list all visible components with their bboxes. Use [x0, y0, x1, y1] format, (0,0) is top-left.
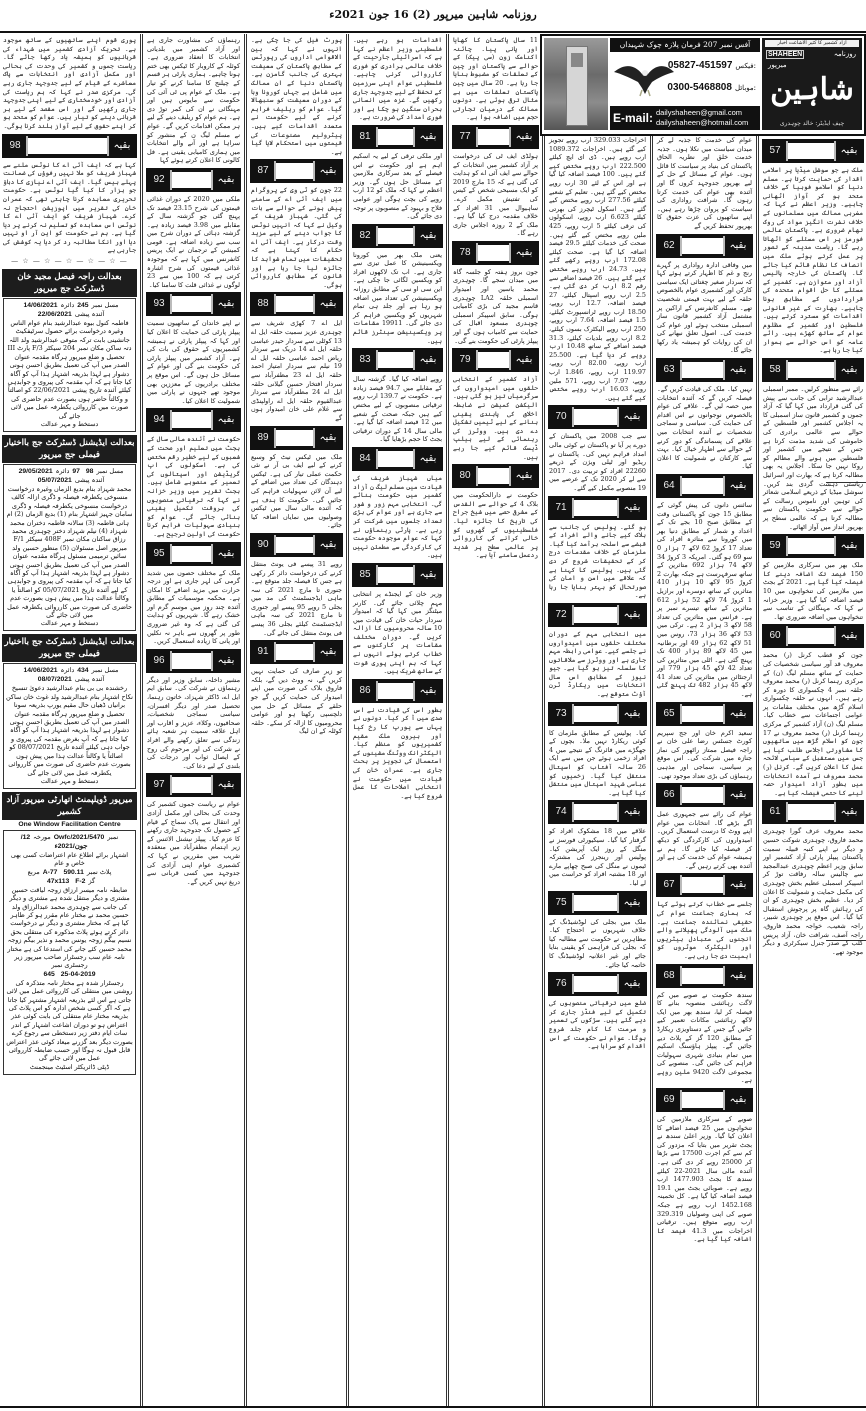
- continued-box: [452, 241, 539, 265]
- column-divider: [542, 134, 545, 1406]
- continued-label: بقیہ: [413, 681, 441, 701]
- continued-label: بقیہ: [723, 1090, 751, 1110]
- ref-number: 2021/5470/Owfc: [53, 833, 105, 841]
- continued-box: [762, 139, 864, 163]
- area-unit: مربع گز: [27, 867, 96, 885]
- continued-box: [146, 408, 241, 432]
- column-7: [654, 136, 755, 1244]
- hearing-label: آئندہ پیشی: [74, 310, 105, 319]
- continued-number: 67: [658, 875, 682, 895]
- continued-number: 83: [354, 350, 378, 370]
- continued-box: [250, 292, 343, 316]
- hearing-date: 08/07/2021: [37, 676, 72, 684]
- continued-number: 68: [658, 966, 682, 986]
- continued-label: بقیہ: [723, 476, 751, 496]
- column-5: [450, 36, 541, 560]
- continued-number: 81: [354, 127, 378, 147]
- hearing-label: آئندہ پیشی: [74, 675, 105, 684]
- office-address: آفس نمبر 207 فرمان پلازہ چوک شہیداں میرپور آزاد کشمیر: [610, 38, 760, 52]
- continued-number: 70: [550, 407, 574, 427]
- date-label: مورخہ: [33, 832, 51, 841]
- article-text: پوری قوم اپنے ساتھیوں کے ساتھ موجود ہے۔ تحریک آزادی کشمیر میں شہداء کی قربانیوں کو ہمیشہ یاد رکھا جائے گا۔ ریاست جموں و کشمیر کی وحدت کی بحالی اور مکمل آزادی اور انتخابات سے پاک معاشرے کے قیام کے لیے جدوجہد جاری رہے گی۔ مرکزی صدر نے کہا کہ ہم ریاست کی آزادی اور خودمختاری کے لیے اپنی جدوجہد جاری رکھیں گے اور اس مقصد کے لیے ہر قربانی دینے کو تیار ہیں۔ عوام کو متحد ہو کر اپنے حقوق کے لیے آواز بلند کرنا ہوگی۔: [3, 36, 136, 130]
- article-text: سندھ حکومت نے صوبے میں کم لاگت رہائشی منصوبہ بنانے کا فیصلہ کر لیا، سندھ بھر میں ایک لاکھ رہائشی مکانات تعمیر کیے جائیں گے جس کے دستاویزی ریکارڈ کے مطابق 120 گز کے پلاٹ دیے جائیں گے۔ پیپلز ہاؤسنگ اسکیم میں تمام بنیادی شہری سہولیات فراہم کی جائیں گی۔ منصوبے کی مجموعی لاگت 9420 ملین روپے ہے۔: [657, 990, 752, 1085]
- article-text: وزیر خان کے ایجنڈے پر انتخابی مہم چلائی جائے گی۔ کارنر میٹنگز میں کہا گیا کہ امیدوار سردار حیات خان کی قیادت میں 10 سالہ محرومیوں کا ازالہ کریں گے۔ دوران مختلف مقامات پر کارکنوں سے خطاب کرتے ہوئے انہوں نے کہا کہ ہم اپنی پوری قوت کے ساتھ شریک ہیں۔: [353, 589, 442, 676]
- court-notice-title: بعدالت راجہ فیصل مجید خان ڈسٹرکٹ جج میرپور: [2, 269, 137, 297]
- case-no: 434: [77, 667, 89, 675]
- article-text: رائے سے منظور کرلیں۔ ممبر اسمبلی عبدالرشید ترابی کی جانب سے پیش کی گئی قرارداد میں کہا گیا کہ آزاد جموں و کشمیر قانون ساز اسمبلی کا یہ اجلاس کشمیر اور فلسطین کے حوالے سے عالمی برادری کی خاموشی کی شدید مذمت کرتا ہے جس کے نتیجے میں کشمیر اور فلسطین میں ہونے والے مظالم کو روکا نہیں جا سکا۔ اجلاس یہ بھی مطالبہ کرتا ہے کہ بھارت اور اسرائیل ریاستی دہشت گردی بند کریں۔ سوشل میڈیا کے ذریعے اسلامی شعائر کی توہین اور ناموس رسالت کے حوالے سے حکومت پاکستان سے مطالبہ کرتا ہے کہ عالمی سطح پر بھرپور انداز میں آواز اٹھائے۔: [763, 385, 863, 531]
- article-text: ہو گئے۔ پولیس کی جانب سے بلاک کیے جانے والے افراد کے قبضے سے اسلحہ برآمد کیا گیا۔ ملزمان کے خلاف مقدمات درج کر کے تحقیقات شروع کر دی گئی ہیں۔ پولیس کا کہنا ہے کہ علاقے میں امن و امان کی صورتحال کو بہتر بنایا جا رہا ہے۔: [549, 522, 646, 600]
- column-8: [760, 136, 866, 956]
- article-text: صوبے کے سرکاری ملازمین کی تنخواہوں میں 25 فیصد اضافے کا اعلان کیا گیا۔ وزیر اعلیٰ سندھ نے بجٹ تقریر میں بتایا کہ مزدور کی کم سے کم اجرت 17500 سے بڑھا کر 25000 روپے کر دی گئی ہے۔ آئندہ مالی سال 2021-22 کیلئے سندھ کا بجٹ 1477.903 ارب روپے ہے۔ صوبائی بجٹ میں 19.1 فیصد اضافہ کیا گیا ہے۔ کل تخمینہ 1452.168 ارب روپے ہے جبکہ صوبے کی اپنی وصولیاں 329.319 ارب روپے متوقع ہیں۔ ترقیاتی اخراجات میں 41.3 فیصد کا اضافہ کیا گیا ہے۔: [657, 1115, 753, 1244]
- registry-date: 25-04-2019: [60, 970, 96, 978]
- continued-label: بقیہ: [509, 466, 537, 486]
- article-text: مشیر داخلہ، سابق وزیر اور دیگر رہنماؤں نے شرکت کی۔ سابق ایم ایل اے، ڈاکٹر شہزاد، خاتون رہنما، تحصیل صدر اور دیگر افسران، سیاسی سماجی شخصیات، صحافیوں، وکلاء، عزیز و اقارب اور اہل علاقہ سمیت ہر شعبہ ہائے زندگی سے تعلق رکھنے والے افراد نے شرکت کی اور مرحوم کی روح کے ایصال ثواب اور درجات کی بلندی کے لیے دعا کی۔: [147, 675, 240, 770]
- article-text: رہنماؤں کی مشاورت جاری ہے اور آزاد کشمیر میں بلدیاتی انتخابات کا انعقاد ضروری ہے۔ کوئلہ کے کاروبار کا ٹیکس بھی ختم ہونا چاہیے۔ ہماری پارٹی ہر قسم کے چیلنج کا سامنا کرنے کو تیار ہے۔ ملک کے عوام پی ٹی آئی کی حکومت سے مایوس ہیں اور مہنگائی نے ان کی کمر توڑ دی ہے۔ ہم عوام کو ریلیف دینے کے لیے ہر ممکن اقدامات کریں گے۔ عوام نے مسلم لیگ ن کے منشور کو سراہا ہے اور آنے والے انتخابات میں ہماری کامیابی یقینی ہے۔ فل کالونی کا اعلان کرتے ہوئے کہا: [147, 36, 240, 165]
- continued-number: 97: [148, 775, 172, 795]
- continued-number: 65: [658, 704, 682, 724]
- article-text: عوام کی خدمت کا جذبہ لے کر میدان سیاست میں نکلا ہوں۔ جذبہ خدمت خلق اور نظریہ الحاق پاکستان کی بنیاد پر سیاست کا قائل ہوں۔ عوام کے مسائل کے حل کے لیے بھرپور جدوجہد کروں گا اور آئندہ بھی عوام کی خدمت کرتا رہوں گا۔ شرافت رواداری کی سیاست کو پروان چڑھا رہے ہیں۔ اپنے ساتھیوں کی عزت حقوق کا بھرپور تحفظ کریں گے: [657, 136, 752, 230]
- continued-number: 74: [550, 802, 574, 822]
- article-text: اخراجات 329.033 ارب روپے تجویز کیے گئے ہیں۔ اخراجات 1089.372 ارب روپے ہیں۔ ڈی ای ایچ کیلئے 222.500 ارب روپے مختص کیے گئے ہیں۔ 100 فیصد اضافہ کیا گیا ہے اور اس کے لئے 30 ارب روپے مختص کیے گئے ہیں۔ تعلیم کے شعبے کیلئے 277.56 ارب روپے مختص کیے گئے ہیں۔ اسکول ٹیچرز کی بھرتی کیلئے 6.623 ارب روپے، اسکولوں کی ترقی کیلئے 5 ارب روپے، 425 ملین روپے مختص کیے گئے ہیں۔ صحت کی خدمات کیلئے 29.5 فیصد اضافہ کیا گیا ہے۔ صحت کیلئے 172.08 ارب روپے رکھے گئے ہیں۔ 24.73 ارب روپے مختص کیے گئے ہیں۔ 26 فیصد اضافے سے رقم 8.2 ارب کر دی گئی ہے۔ 2.5 ارب روپے اسپتال کیلئے، 27 فیصد اضافہ، 12.7 ارب روپے، 18.50 ارب روپے ٹرانسپورٹ کیلئے، 1.5 فیصد اضافہ، 7.64 ارب روپے، 250 ارب روپے الیکٹرک بسوں کیلئے، 8.2 ارب روپے بلدیات کیلئے، 31.3 فیصد اضافے کے ساتھ 10.48 ارب روپے کر دیا گیا ہے۔ 25.500 ارب روپے، 82.00 ارب روپے، 119.97 ارب روپے، 1.846 ارب روپے، 7.97 ارب روپے، 571 ملین روپے، 16.03 ارب روپے مختص کیے گئے ہیں۔: [549, 136, 647, 402]
- article-text: علاقے میں 18 مشکوک افراد کو گرفتار کیا گیا۔ سیکیورٹی فورسز نے منگل کے روز ایک آپریشن کیا۔ پولیس اور رینجرز کی مشترکہ ٹیموں نے منگل کی صبح چھاپے مارے اور 18 مشتبہ افراد کو حراست میں لے لیا۔: [549, 827, 646, 887]
- continued-number: 95: [148, 544, 172, 564]
- continued-label: بقیہ: [834, 141, 862, 161]
- notice-body: فاطمہ کنول بیوہ عبدالرشید بنام عوام الناس وغیرہ درخواست برائے حصول سرٹیفکیٹ جانشینی بابت ترکہ متوفی عبدالرشید ولد اللہ دتہ ساکن مکان نمبر 204 سیکٹر F/3 پارٹ III تحصیل و ضلع میرپور ہرگاہ مقدمہ عنوان الصدر میں آپ کی تعمیل بطریق احسن ہونی دشوار ہے لہذا بذریعہ اشتہار ہذا آپ کو آگاہ کیا جاتا ہے کہ آپ مقدمہ کی پیروی و جوابدہی کیلئے آئندہ تاریخ پیشی 22/06/2021 کو اصالتاً و وکالتاً حاضر ہوں بصورت عدم حاضری کی صورت میں کارروائی یکطرفہ عمل میں لائی جائے گی: [7, 319, 132, 420]
- continued-box: [762, 358, 864, 382]
- continued-box: [146, 773, 241, 797]
- article-text: ملک میں ٹیکس نیٹ کو وسیع کرنے کے لیے ایف بی آر نے نئی حکمت عملی تیار کی ہے۔ ٹیکس دہندگان کی تعداد میں اضافے کے لیے آن لائن سہولیات فراہم کی جائیں گی۔ حکومت کا ہدف ہے کہ آئندہ مالی سال میں ٹیکس وصولیوں میں نمایاں اضافہ کیا جائے۔: [251, 452, 342, 530]
- article-text: جلسے سے خطاب کرتے ہوئے کہا کہ ہماری جماعت عوام کی حقیقی نمائندہ جماعت ہے۔ ملک میں آلودگی پھیلانے والے انجنوں کی متبادل بیٹریوں اور الیکٹرک موٹروں کو اہمیت دی جا رہی ہے۔: [657, 900, 752, 960]
- continued-number: 76: [550, 974, 574, 994]
- article-text: کہا ہے کہ ایف آئی اے کا نوٹس ملنے سے شہباز شریف کو ملا نہیں رفوؤں کی ضمانت پہلے بیس گیا۔ ایف آئی اے نیازی کا دباؤ جو ہزار کا کیا گیا نوٹس ہے۔ حکومت تحریری معاہدہ کرنا چاہتی تھی کہ عمران خان کی تقریر میں اپوزیشن احتجاج نہ کرے۔ شہباز شریف کو ایف آئی اے کا نوٹس اس معاہدہ کو تسلیم نہ کرنے پر دیا گیا ہے۔ ہم نے حکومت کو این آر او نہیں دیا اور انکا مطالبہ رد کر دیا یہ کوشش کی جارہی ہے: [3, 160, 136, 255]
- continued-box: [762, 534, 864, 558]
- logo-tagline: آزاد کشمیر کا کثیر الاشاعت اخبار: [765, 40, 859, 47]
- continued-label: بقیہ: [723, 875, 751, 895]
- fax-label: فیکس:: [735, 62, 756, 70]
- article-text: سائنس دانوں کی پیش گوئی کے مطابق 15 جون کو پاکستانی وقت کے مطابق صبح 10 بجے تک کے اعداد و شمار کے مطابق دنیا بھر میں کورونا سے متاثرہ افراد کی تعداد 17 کروڑ 62 لاکھ 7 ہزار 0 سو 69 ہو گئی۔ امریکہ 3 کروڑ 34 لاکھ 74 ہزار 692 متاثرین کے ساتھ سرفہرست ہے جبکہ بھارت 2 کروڑ 95 لاکھ 10 ہزار 410 متاثرین کے ساتھ دوسرے اور برازیل 1 کروڑ 74 لاکھ 52 ہزار 612 متاثرین کے ساتھ تیسرے نمبر پر ہے۔ فرانس میں متاثرین کی تعداد 58 لاکھ 3 ہزار 2 ہے۔ ترکی میں 53 لاکھ 36 ہزار 73، روس میں 51 لاکھ 62 ہزار 49 اور برطانیہ میں 45 لاکھ 89 ہزار 400 تک پہنچ گئی ہے۔ اٹلی میں متاثرین کی تعداد 42 لاکھ 45 ہزار 779 اور ارجنٹائن میں متاثرین کی تعداد 41 لاکھ 45 ہزار 482 تک پہنچ گئی ہے۔: [657, 501, 753, 699]
- continued-box: [146, 168, 241, 192]
- article-text: سے جب 2008 میں پاکستان کے دورے پر آیا تو پاکستان نے کوئی مالی امداد فراہم نہیں کی۔ پاکستان نے ریڈیو اور ٹیلی ویژن کے ذریعے 22260 افراد کو تربیت دی۔ 2017 سے لے کر 2020 تک کے عرصے میں 19 منصوبے مکمل کیے گئے۔: [549, 432, 646, 492]
- notice-signature: ڈپٹی ڈائریکٹر اسٹیٹ مینجمنٹ: [29, 1062, 110, 1071]
- column-divider: [140, 34, 143, 1406]
- continued-number: 72: [550, 605, 574, 625]
- court-notice: [3, 464, 136, 632]
- section-divider-stars: — ☆ — ☆ — ☆ — ☆ — ☆ —: [11, 257, 128, 266]
- continued-label: بقیہ: [313, 294, 341, 314]
- article-text: ملک کے مختلف حصوں میں شدید گرمی کی لہر جاری ہے اور درجہ حرارت میں مزید اضافے کا امکان ہے۔ محکمہ موسمیات کے مطابق آئندہ چند روز میں موسم گرم اور خشک رہے گا۔ شہریوں کو ہدایت کی گئی ہے کہ وہ غیر ضروری طور پر گھروں سے باہر نہ نکلیں اور پانی کا زیادہ استعمال کریں۔: [147, 568, 240, 646]
- continued-label: بقیہ: [723, 360, 751, 380]
- continued-number: 85: [354, 565, 378, 585]
- continued-label: بقیہ: [413, 127, 441, 147]
- continued-box: [762, 800, 864, 824]
- case-no: 245: [77, 302, 89, 310]
- court-notice-title: بعدالت ایڈیشنل ڈسٹرکٹ جج بااختیار فیملی جج میرپور: [2, 435, 137, 463]
- continued-box: [452, 464, 539, 488]
- article-text: یعنی ملک بھر میں کورونا ویکسینیشن کا عمل تیزی سے جاری ہے۔ اب تک لاکھوں افراد کو ویکسین لگائی جا چکی ہے۔ این سی او سی کے مطابق روزانہ ویکسینیشن کی تعداد میں اضافہ ہو رہا ہے اور جلد ہی تمام شہریوں کو ویکسین فراہم کر دی جائے گی۔ 19911 مقامات پر ویکسینیشن سینٹرز قائم ہیں۔: [353, 250, 442, 345]
- article-text: ہولڈی ایف ٹی کی درخواست پر آزاد کشمیر میں انتخابات کے حوالے سے ایف آئی اے کو ہدایت کی گئی ہے کہ 15 مارچ 2019 کو ایک مسیحی شخص کے کیس کی تفتیش مکمل کرے۔ ساہیوال میں 31 افراد کے خلاف مقدمہ درج کیا گیا ہے۔ ملک کے 2 روزہ اجلاس جاری رہے گا۔: [453, 151, 538, 238]
- article-text: اور ملکی ترقی کے لیے یہ اسکیم اہم ہے اور حکومت نے اس فیصلے کے بعد سرکاری ملازمین کے مسائل حل ہوں گے۔ وزیر اعظم نے کہا کہ ملک کو 12 ارب روپے کی بچت ہوگی اور عوامی فلاح و بہبود کے منصوبوں پر توجہ دی جائے گی۔: [353, 151, 442, 221]
- masthead: [540, 34, 866, 136]
- header-rule: [0, 31, 866, 33]
- article-text: عوام کی رائے سے جمہوری عمل آگے بڑھے گا۔ انتخابات میں عوام اپنے ووٹ کا درست استعمال کریں۔ امیدواروں کی کارکردگی کو دیکھ کر فیصلہ کیا جائے گا۔ ہم نے ہمیشہ عوام کی خدمت کی ہے اور آئندہ بھی کرتے رہیں گے۔: [657, 810, 752, 870]
- continued-number: 93: [148, 294, 172, 314]
- continued-number: 77: [454, 127, 478, 147]
- continued-number: 61: [764, 802, 788, 822]
- continued-number: 82: [354, 226, 378, 246]
- logo-title: شاہین: [770, 72, 854, 107]
- mda-notice-subtitle: One Window Facilitation Centre: [2, 820, 137, 830]
- continued-label: بقیہ: [313, 161, 341, 181]
- continued-label: بقیہ: [834, 626, 862, 646]
- continued-number: 66: [658, 785, 682, 805]
- article-text: جون بروز ہفتہ کو جلسہ گاہ میں میدان سجے گا۔ چوہدری محمد یاسین اور امیدوار اسمبلی حلقہ LA2 چوہدری قاسم مجید کی بڑی کامیابی ہوگی۔ سابق اسپیکر اسمبلی چوہدری مسعود اقبال کی حمایت سے کامیاب ہوں گے اور پیپلز پارٹی کی حکومت بنے گی۔: [453, 267, 538, 345]
- continued-box: [656, 964, 753, 988]
- article-text: ملک بھر میں سرکاری ملازمین کو 150 فیصد تک اضافہ دینے کا فیصلہ کیا گیا ہے۔ 2021 کے بجٹ میں ملازمین کی تنخواہوں میں 10 فیصد اضافہ کیا گیا ہے۔ وزیر خزانہ نے کہا کہ مہنگائی کے تناسب سے تنخواہوں میں اضافہ ضروری تھا۔: [763, 561, 863, 621]
- continued-label: بقیہ: [313, 642, 341, 662]
- eagle-icon: [612, 58, 676, 98]
- continued-box: [352, 125, 443, 149]
- continued-label: بقیہ: [617, 498, 645, 518]
- article-text: محمد معروف عرف گورا چوہدری محمد فاروق، چوہدری شوکت حسین و دیگر نے اپنے کنبہ قبیلہ سمیت پاکستان پیپلز پارٹی آزاد کشمیر اور سابق وزیر اعظم چوہدری عبدالمجید سے چالیس سالہ رفاقت توڑ کر اسپیکر اسمبلی عظیم بخش چوہدری کی مکمل حمایت و شمولیت کا اعلان کر دیا۔ عظیم بخش چوہدری کو ان کی رہائش گاہ پر پرجوش استقبال کیا گیا۔ اس موقع پر چوہدری شبیر، راجہ شعیب، خواجہ محمد فاروق، راجہ آصف، شرافت خان، آزاد پریس کلب کے صدر جنرل سیکرٹری و دیگر موجود تھے۔: [763, 827, 863, 956]
- continued-box: [548, 603, 647, 627]
- notice-signature: دستخط و مہر عدالت: [40, 619, 99, 628]
- article-text: میاں شہباز شریف کی قیادت میں مسلم لیگ ن آزاد کشمیر میں حکومت بنائے گی۔ انتخابی مہم زور و شور سے جاری ہے اور عوام کی بڑی تعداد جلسوں میں شرکت کر رہی ہے۔ پارٹی رہنماؤں نے کہا کہ عوام موجودہ حکومت کی کارکردگی سے مطمئن نہیں ہیں۔: [353, 473, 442, 560]
- continued-number: 80: [454, 466, 478, 486]
- continued-number: 59: [764, 536, 788, 556]
- continued-label: بقیہ: [617, 974, 645, 994]
- clock-tower-photo: [544, 38, 608, 130]
- continued-number: 69: [658, 1090, 682, 1110]
- continued-label: بقیہ: [413, 449, 441, 469]
- continued-label: بقیہ: [413, 350, 441, 370]
- continued-number: 64: [658, 476, 682, 496]
- continued-label: بقیہ: [723, 785, 751, 805]
- continued-number: 86: [354, 681, 378, 701]
- continued-number: 98: [4, 136, 28, 156]
- mobile-number: [667, 82, 756, 93]
- continued-label: بقیہ: [834, 802, 862, 822]
- mda-notice: [3, 830, 136, 1075]
- continued-box: [548, 496, 647, 520]
- continued-label: بقیہ: [723, 236, 751, 256]
- article-text: 11 سال پاکستان کا کھایا اور پانی پیا۔ چائنہ اکنامک زون (سی پیک) کے حوالے سے پاکستان اور چین کے تعلقات کو مضبوط بنایا جا رہا ہے۔ 20 سال میں چین پاکستان تعلقات میں بے مثال ترقی ہوئی ہے۔ دونوں ممالک کے درمیان تجارتی حجم میں اضافہ ہوا ہے۔: [453, 36, 538, 122]
- notice-body: ضابطہ نامہ میسر ارزاق زوجہ لیاقت حسین مشتری و دیگر منتقل شدہ ہے مشتری و دیگر کی جانب سے چوہدری محمد عبدالرزاق ولد حسین محمد نے مختار عام مقرر ہو کر ظاہر کیا ہے کہ مختار مشتری و دیگر نے درخواست دائر کرتے ہوئے پلاٹ مذکورہ کی منتقلی بحق نسیم بیگم زوجہ یونس محمد و نذیر بیگم زوجہ محمد حسین کئے جانے کی استدعا کی ہے مختار نامہ عام سب رجسٹرار صاحب میرپور زیر رجسٹری نمبر: [7, 885, 132, 970]
- article-text: اقدامات ہو رہے ہیں۔ فلسطینی وزیر اعظم نے کہا ہے کہ اسرائیلی جارحیت کے خلاف عالمی برادری کو فوری کارروائی کرنی چاہیے۔ فلسطینی عوام اپنی سرزمین کے تحفظ کے لیے جدوجہد جاری رکھیں گے۔ غزہ میں انسانی بحران سنگین ہو چکا ہے اور فوری امداد کی ضرورت ہے۔: [353, 36, 442, 122]
- mda-notice-title: میرپور ڈویلپمنٹ اتھارٹی میرپور آزاد کشمیر: [2, 792, 137, 820]
- logo-daily: روزنامہ: [833, 50, 856, 58]
- continued-number: 62: [658, 236, 682, 256]
- article-text: ضلع میں ترقیاتی منصوبوں کی تکمیل کے لیے فنڈز جاری کر دیے گئے ہیں۔ سڑکوں کی تعمیر و مرمت کا کام جلد شروع ہوگا۔ عوام نے حکومت کے اس اقدام کو سراہا ہے۔: [549, 999, 646, 1051]
- article-text: روپے اضافہ کیا گیا۔ گزشتہ سال کے مقابلے میں 94.7 فیصد زیادہ ہے۔ حکومت نے 139.7 ارب روپے ترقیاتی منصوبوں کے لیے مختص کیے ہیں جبکہ صحت کے شعبے میں 12 فیصد اضافہ کیا گیا ہے۔ مالی سال 14 کے دوران ترقیاتی بجٹ کا حجم بڑھایا گیا۔: [353, 375, 442, 444]
- filed-date: 14/06/2021: [23, 302, 58, 310]
- article-text: سعید اکرم خان اور جج سپریم کورٹ جسٹس رضا علی خان نے راجہ فیصل ممتاز راٹھور کی نماز جنازہ میں شرکت کی۔ اس موقع پر سیاسی، سماجی اور مذہبی رہنماؤں کی بڑی تعداد موجود تھی۔: [657, 728, 752, 780]
- column-1: [0, 36, 139, 1077]
- continued-box: [250, 426, 343, 450]
- continued-box: [656, 474, 753, 498]
- notice-signature: دستخط و مہر عدالت: [40, 419, 99, 428]
- continued-box: [656, 702, 753, 726]
- continued-number: 89: [252, 428, 276, 448]
- article-text: روپے 31 پیسے فی یونٹ منتقل کرنے کی درخواست دائر کر رکھی ہے جس کا فیصلہ جلد متوقع ہے۔ جنوری تا مارچ 2021 کی سہ ماہی ایڈجسٹمنٹ کی مد میں بجلی 5 روپے 95 پیسے اور جنوری تا مارچ 2021 کی سہ ماہی ایڈجسٹمنٹ کیلئے بجلی 36 پیسے فی یونٹ منتقل کی جائے گی۔: [251, 559, 343, 637]
- continued-label: بقیہ: [413, 226, 441, 246]
- article-text: کیا۔ پولیس کے مطابق ملزمان کا کوئی ریکارڈ نہیں ملا۔ بچوں کے جھگڑے میں فائرنگ کے نتیجے میں 4 افراد زخمی ہوئے جن میں سے ایک 26 سالہ آفتاب کو اسپتال منتقل کیا گیا۔ زخمیوں کو عباسی شہید اسپتال میں منتقل کیا گیا ہے۔: [549, 728, 646, 797]
- continued-number: 90: [252, 535, 276, 555]
- continued-number: 88: [252, 294, 276, 314]
- filed-label: دائرہ: [60, 666, 75, 675]
- article-text: پورٹ فیل کی جا چکی ہے۔ انہوں نے کہا کہ بین الاقوامی اداروں کی رپورٹس کے مطابق پاکستان کی معیشت بہتری کی جانب گامزن ہے۔ پاکستان دنیا کے ان ممالک میں شامل ہے جہاں کورونا وبا کے دوران معیشت کو سنبھالا گیا۔ عوام کو ریلیف فراہم کرنے کے لیے حکومت نے متعدد اقدامات کیے ہیں۔ پیٹرولیم مصنوعات کی قیمتوں میں استحکام لایا گیا ہے۔: [251, 36, 342, 156]
- hearing-label: آئندہ پیشی: [74, 475, 105, 484]
- continued-box: [352, 224, 443, 248]
- continued-label: بقیہ: [211, 544, 239, 564]
- registry-number: 645: [43, 970, 55, 978]
- ref-label: نمبر: [107, 832, 119, 841]
- continued-box: [146, 292, 241, 316]
- continued-label: بقیہ: [107, 136, 135, 156]
- continued-label: بقیہ: [723, 966, 751, 986]
- continued-label: بقیہ: [509, 243, 537, 263]
- continued-box: [146, 542, 241, 566]
- continued-label: بقیہ: [509, 350, 537, 370]
- continued-number: 79: [454, 350, 478, 370]
- column-6: [546, 136, 649, 1051]
- continued-box: [762, 624, 864, 648]
- continued-box: [548, 702, 647, 726]
- continued-label: بقیہ: [211, 410, 239, 430]
- continued-label: بقیہ: [313, 428, 341, 448]
- continued-number: 75: [550, 893, 574, 913]
- continued-label: بقیہ: [413, 565, 441, 585]
- continued-label: بقیہ: [211, 170, 239, 190]
- mobile-label: موبائل:: [734, 84, 756, 92]
- continued-number: 87: [252, 161, 276, 181]
- article-text: جون کو قطب کرنل (ر) محمد معروف قد آور سیاسی شخصیات کی حمایت کے ساتھ مسلم لیگ (ن) کے مرکزی رہنما کرنل (ر) محمد معروف حلقہ نمبر 4 چکسواری کا دورہ کر رہے ہیں۔ انہوں نے حلقہ چکسواری اسلام گڑھ میں مختلف مقامات پر عوامی اجتماعات سے خطاب کیا۔ مسلم لیگ (ن) آزاد کشمیر کے مرکزی رہنما کرنل (ر) محمد معروف نے 17 جون کو اسلام گڑھ میں ساتھیوں کا مشاورتی اجلاس طلب کیا ہے جس میں مستقبل کے سیاسی لائحہ عمل کا اعلان کریں گے۔ کرنل (ر) محمد معروف نے آمدہ انتخابات میں بطور آزاد امیدوار حصہ لینے کا حتمی فیصلہ کیا ہے۔: [763, 651, 863, 797]
- continued-label: بقیہ: [617, 802, 645, 822]
- fax-value: 05827-451597: [667, 60, 733, 71]
- dateline: روزنامہ شاہین میرپور (2) 16 جون 2021ء: [329, 8, 537, 21]
- continued-label: بقیہ: [834, 360, 862, 380]
- plot-size: 47x113: [46, 877, 70, 885]
- column-2: [144, 36, 243, 886]
- fax-number: [668, 60, 756, 71]
- plot-sector: F-2: [75, 877, 86, 885]
- article-text: نے اپنے خاندان کے ساتھیوں سمیت پیپلز پارٹی کی حمایت کا اعلان کیا اور کہا کہ پیپلز پارٹی نے ہمیشہ کشمیریوں کے حقوق کی بات کی ہے۔ آزاد کشمیر میں پیپلز پارٹی کی حکومت بنے گی اور عوام کے مسائل حل ہوں گے۔ اس موقع پر مختلف برادریوں کے معززین بھی موجود تھے جنہوں نے پارٹی میں شمولیت کا اعلان کیا۔: [147, 319, 240, 405]
- email-label: E-mail:: [613, 111, 654, 125]
- notice-body: رجسٹرار شدہ ہے مختار نامہ متذکرہ کی روشنی میں منتقلی کی کارروائی عمل میں لائی جاتی ہے اس لئے بذریعہ اشتہار مشتہر کیا جاتا ہے کہ اگر کسی شخص ادارہ کو اس پلاٹ کی بذریعہ مختار عام منتقلی کی بابت کوئی عذر اعتراض ہو تو دوران اشاعت اشتہار کے اندر سات ایام دفتر زیر دستخطی سے رجوع کرے بصورت دیگر بعد گزرنے میعاد کوئی عذر اعتراض قابل قبول نہ ہوگا اور حسب ضابطہ کارروائی عمل میں لائی جائے گی: [6, 978, 133, 1063]
- article-text: 22 جون کو ٹی وی کے پروگرام میں ایف آئی اے کے سامنے پیش ہونے کے حوالے سے بات کی گئی۔ شہباز شریف کے وکیل نے کہا کہ انہیں نوٹس کا جواب دینے کے لیے مزید وقت درکار ہے۔ ایف آئی اے حکام کا کہنا ہے کہ تحقیقات میں تمام شواہد کا جائزہ لیا جا رہا ہے اور قانون کے مطابق کارروائی ہوگی۔: [251, 186, 342, 289]
- filed-date: 29/05/2021: [18, 467, 53, 475]
- continued-box: [452, 125, 539, 149]
- article-text: بطور اس کی قیادت نے اس صدی میں آ کر کیا۔ دونوں نے یہاں سے یورپ کا رخ کیا اور بیرون ملک مقیم کشمیریوں کو منظم کیا۔ الیکٹرانک ووٹنگ مشینوں کے استعمال کی تجویز پر بحث جاری ہے۔ عمران خان کی قیادت میں حکومت نے انتخابی اصلاحات کا عمل شروع کیا ہے۔: [353, 705, 442, 800]
- article-text: ایل اے 7 کھڑی شریف سے چوہدری عزیز سمیت حلقہ ایل اے 13 کوٹلی سے سردار حیدر عباسی حلقہ ایل اے 14 دریک سے سردار ریاض احمد عباسی حلقہ ایل اے 19 نیلم سے سردار امتیاز احمد حلقہ ایل اے 23 مظفرآباد سے سردار افتخار حسین گیلانی حلقہ ایل اے 24 مظفرآباد سے سردار عبدالقیوم حلقہ ایل اے راولپنڈی سے غلام علی خان امیدوار ہوں گے: [251, 319, 342, 422]
- continued-number: 84: [354, 449, 378, 469]
- case-no-label: مسل نمبر: [96, 466, 124, 475]
- article-text: عوام نے ریاست جموں کشمیر کی وحدت کی بحالی اور مکمل آزادی اور انتقال سے پاک سماج کے قیام کے حصول تک جدوجہد جاری رکھنے کا عزم کیا۔ پیپلز نیشنل الائنس کے زیر اہتمام مظفرآباد میں منعقدہ تقریب میں مقررین نے کہا کہ کشمیری عوام اپنی آزادی کی جدوجہد میں کسی قربانی سے دریغ نہیں کریں گے۔: [147, 800, 240, 886]
- continued-number: 91: [252, 642, 276, 662]
- continued-box: [656, 873, 753, 897]
- column-divider: [446, 34, 449, 1406]
- notice-body: محمد شہزاد بنام بدیع الزماں وغیرہ درخواست منسوخی یکطرفہ فیصلہ و ڈگری ازالہ کالف درخواست منسوخی یکطرفہ فیصلہ و ڈگری سامان جہیز اشتہار بنام (1) بدیع الزماں (2) ام ہانی فاطمہ (3) سالانہ فاطمہ دختران محمد شہزاد (4) نیلم شہزاد دختر چوہدری محمد رزاق ساکنان مکان نمبر 408F سیکٹر F/1 میرپور اصل مسئولان (5) منظور حسین ولد سائیں ترمیمی مسئول ہرگاہ مقدمہ عنوان الصدر میں آپ کی تعمیل بطریق احسن ہونی دشوار ہے لہذا بذریعہ اشتہار ہذا آپ کو آگاہ کیا جاتا ہے کہ آپ مقدمہ کی پیروی و جوابدہی کے لیے آئندہ تاریخ 05/07/2021 کو اصالتاً یا وکالتاً عدالت ہذا میں پیش ہوں بصورت عدم حاضری کی صورت میں کارروائی یکطرفہ عمل میں لائی جائے گی: [6, 484, 133, 620]
- logo-brand: SHAHEEN: [768, 51, 803, 58]
- logo-city: میرپور: [768, 61, 787, 69]
- article-text: میں وفاقی ادارہ رواداری پر گہرے رنج و غم کا اظہار کرتے ہوئے کہا کہ سردار صغیر چغتائی ایک سیاسی کارکن اور کشمیری عوام بالخصوص حلقہ کے لیے بہت قیمتی شخصیت تھے۔ مسلم کانفرنس کے اراکین پر مشتمل آزاد کشمیر قانون ساز اسمبلی منتخب ہوئے اور عوام کی خدمت کی۔ اصول تعلق نبھانے کی ان کی روایات کو ہمیشہ یاد رکھا جائے گا۔: [657, 260, 752, 355]
- continued-box: [548, 891, 647, 915]
- continued-box: [656, 1088, 753, 1112]
- plot-area: 590.11: [63, 868, 84, 876]
- case-no: 97: [72, 467, 80, 475]
- plot-number: A-77: [42, 868, 58, 876]
- article-text: میں انتخابی مہم کے دوران مختلف حلقوں میں امیدواروں نے جلسے کیے۔ عوامی رابطہ مہم جاری ہے اور ووٹرز سے ملاقاتوں کا سلسلہ تیز ہو گیا ہے۔ جیو نیوز کے مطابق اس سال انتخابات میں ریکارڈ ٹرن آؤٹ متوقع ہے۔: [549, 629, 646, 699]
- hearing-date: 05/07/2021: [37, 476, 72, 484]
- continued-label: بقیہ: [211, 651, 239, 671]
- notice-signature: دستخط و مہر عدالت: [40, 776, 99, 785]
- continued-label: بقیہ: [211, 775, 239, 795]
- filed-date: 14/06/2021: [23, 667, 58, 675]
- plot-label: پلاٹ نمبر: [86, 867, 112, 876]
- continued-box: [656, 358, 753, 382]
- continued-number: 57: [764, 141, 788, 161]
- case-no-label: مسل نمبر: [91, 301, 119, 310]
- continued-box: [250, 640, 343, 664]
- court-notice: [3, 663, 136, 788]
- column-4: [350, 36, 445, 800]
- continued-box: [2, 134, 137, 158]
- continued-box: [352, 679, 443, 703]
- continued-box: [548, 972, 647, 996]
- continued-box: [452, 348, 539, 372]
- continued-number: 60: [764, 626, 788, 646]
- court-notice-title: بعدالت ایڈیشنل ڈسٹرکٹ جج بااختیار فیملی جج میرپور: [2, 634, 137, 662]
- continued-label: بقیہ: [723, 704, 751, 724]
- article-text: نہیں کیا۔ ملک کی قیادت کریں گے۔ فیصلہ کریں گے کہ آئندہ انتخابات میں حصہ لیں گے۔ علاقے کی عوام بالخصوص نوجوانوں نے اس اقدام کی حمایت کی۔ سیاسی و سماجی شخصیات نے آئندہ انتخابات میں علاقے کی پسماندگی کو دور کرنے کے حوالے سے اظہار خیال کیا۔ بہت سے کارکنان نے شمولیت کا اعلان کیا۔: [657, 385, 752, 471]
- continued-label: بقیہ: [617, 893, 645, 913]
- filed-label: دائرہ: [55, 466, 70, 475]
- continued-label: بقیہ: [617, 605, 645, 625]
- continued-label: بقیہ: [617, 704, 645, 724]
- email-link[interactable]: dailyshaheen@hotmail.com: [656, 118, 749, 127]
- continued-number: 78: [454, 243, 478, 263]
- continued-number: 94: [148, 410, 172, 430]
- article-text: آزاد کشمیر کے انتخابی حلقوں میں امیدواروں کی سرگرمیاں تیز ہو گئی ہیں۔ الیکشن کمیشن نے ضابطہ اخلاق کی پابندی یقینی بنانے کے لیے ٹیمیں تشکیل دے دی ہیں۔ ووٹرز کی رہنمائی کے لیے ہیلپ ڈیسک قائم کیے جا رہے ہیں۔: [453, 375, 538, 461]
- newspaper-logo: [762, 38, 862, 130]
- continued-number: 63: [658, 360, 682, 380]
- continued-number: 92: [148, 170, 172, 190]
- column-divider: [346, 34, 349, 1406]
- footer-rule: [0, 1406, 866, 1408]
- hearing-date: 22/06/2021: [37, 311, 72, 319]
- continued-box: [656, 783, 753, 807]
- notice-body: رخشندہ بی بی بنام عبدالرشید دعویٰ تنسیخ نکاح اشتہار بنام عبدالرشید ولد غوث خان ساکن برانیاں ڈھیاں حال مقیم یورپ بذریعہ سونا تحصیل و ضلع میرپور ہرگاہ مقدمہ عنوان الصدر میں آپ کی تعمیل بطریق احسن ہونی دشوار ہے لہذا بذریعہ اشتہار ہذا آپ کو آگاہ کیا جاتا ہے کہ آپ بغرض مقدمہ کی پیروی و جواب دہی کیلئے آئندہ تاریخ 08/07/2021 کو اصالتاً یا وکالتاً عدالت ہذا میں پیش ہوں بصورت عدم حاضری کی صورت میں کارروائی یکطرفہ عمل میں لائی جائے گی: [6, 684, 133, 777]
- continued-label: بقیہ: [313, 535, 341, 555]
- continued-box: [548, 405, 647, 429]
- column-3: [248, 36, 345, 736]
- continued-box: [352, 348, 443, 372]
- article-text: ملک ہے جو سوشل میڈیا پر اسلامی اقدار کی حمایت کرتا ہے۔ مسلم دنیا کو اسلامو فوبیا کے خلاف متحد ہو کر آواز اٹھانی چاہیے۔ وزیر اعظم نے کہا کہ مغربی ممالک میں مسلمانوں کے خلاف نفرت انگیز مواد کی روک تھام ضروری ہے۔ پاکستان عالمی فورمز پر اس مسئلے کو اٹھاتا رہے گا۔ ریاست مدینہ کے تصور پر عمل کرتے ہوئے ملک میں انصاف کا نظام قائم کیا جائے گا۔ پاکستان کی خارجہ پالیسی آزاد اور متوازن ہے۔ کشمیر کے مسئلے کا حل اقوام متحدہ کی قراردادوں کے مطابق ہونا چاہیے۔ بھارت کے غیر قانونی اقدامات کو مسترد کرتے ہیں۔ فلسطین اور کشمیر کے مظلوم عوام کے ساتھ کھڑے ہیں۔ رائے عامہ کو اس حوالے سے ہموار کیا جا رہا ہے۔: [763, 166, 863, 355]
- continued-label: بقیہ: [509, 127, 537, 147]
- continued-label: بقیہ: [834, 536, 862, 556]
- continued-box: [352, 563, 443, 587]
- continued-number: 71: [550, 498, 574, 518]
- continued-box: [250, 533, 343, 557]
- continued-box: [548, 800, 647, 824]
- logo-editor: چیف ایڈیٹر: خالد چوہدری: [779, 120, 845, 127]
- email-link[interactable]: dailyshaheen@gmail.com: [656, 108, 743, 117]
- case-no-label: مسل نمبر: [91, 666, 119, 675]
- continued-box: [352, 447, 443, 471]
- continued-number: 96: [148, 651, 172, 671]
- notice-date: 12/ جون/2021ء: [20, 833, 88, 850]
- continued-label: بقیہ: [617, 407, 645, 427]
- filed-label: دائرہ: [60, 301, 75, 310]
- article-text: ملکی میں 2020 کے دوران غذائی قیمتوں کی شرح 23.15 فیصد تک پہنچ گئی جو گزشتہ سال کے مقابلے میں 3.98 فیصد زیادہ ہے۔ گزشتہ دہائی کے دوران شرح میں سب سے زیادہ اضافہ ہے۔ قومی کمیشن کے ترجمان نے ایک پریس کانفرنس میں کہا ہے کہ موجودہ غذائی قیمتوں کی شرح اشارہ کرتی ہے کہ 100 میں سے 23 لوگوں نے غذائی قلت کا سامنا کیا۔: [147, 194, 240, 289]
- article-text: تو زیر صارف کی حمایت نہیں کریں گے، نہ ووٹ دیں گے، بلکہ فاروق بلاک کی صورت میں اپنے امیدوار کی حمایت کریں گے جو حلقے کے مسائل کے حل میں دلچسپی رکھتا ہو اور عوامی محرومیوں کا ازالہ کر سکے۔ حلقہ کوٹلہ کے ان لیگ: [251, 667, 342, 736]
- mobile-value: 0300-5468808: [667, 82, 732, 93]
- filed-prefix: 98: [85, 467, 94, 475]
- column-divider: [650, 134, 653, 1406]
- continued-box: [656, 234, 753, 258]
- court-notice: [3, 298, 136, 432]
- notice-body: اشتہار برائے اطلاع عام اعتراضات کسی بھی خاص و عام: [10, 850, 129, 868]
- continued-number: 73: [550, 704, 574, 724]
- article-text: حکومت نے آئندہ مالی سال کے بجٹ میں تعلیم اور صحت کے شعبوں کے لیے خطیر رقم مختص کی ہے۔ اسکولوں کی اپ گریڈیشن اور اسپتالوں کی تعمیر کے منصوبے شامل ہیں۔ بجٹ تقریر میں وزیر خزانہ نے کہا کہ ترقیاتی منصوبوں کی بروقت تکمیل یقینی بنائی جائے گی۔ عوام کو بنیادی سہولیات فراہم کرنا حکومت کی اولین ترجیح ہے۔: [147, 435, 240, 538]
- continued-box: [250, 159, 343, 183]
- article-text: حکومت نے دارالحکومت میں بلاک 4 کے حوالے سے القدس کے مشرقی حصے میں شیخ جراح کی تاریخ کا جائزہ لیا۔ فلسطینیوں کے گھروں کو خالی کرانے کی کارروائی پر عالمی سطح پر شدید ردعمل سامنے آیا ہے۔: [453, 491, 538, 560]
- continued-number: 58: [764, 360, 788, 380]
- column-divider: [756, 134, 759, 1406]
- continued-label: بقیہ: [211, 294, 239, 314]
- column-divider: [244, 34, 247, 1406]
- continued-box: [146, 649, 241, 673]
- article-text: ملک میں بجلی کی لوڈشیڈنگ کے خلاف شہریوں نے احتجاج کیا۔ مظاہرین نے حکومت سے مطالبہ کیا کہ بجلی کی فراہمی کو یقینی بنایا جائے اور غیر اعلانیہ لوڈشیڈنگ کا خاتمہ کیا جائے۔: [549, 917, 646, 969]
- email-block: [610, 106, 760, 130]
